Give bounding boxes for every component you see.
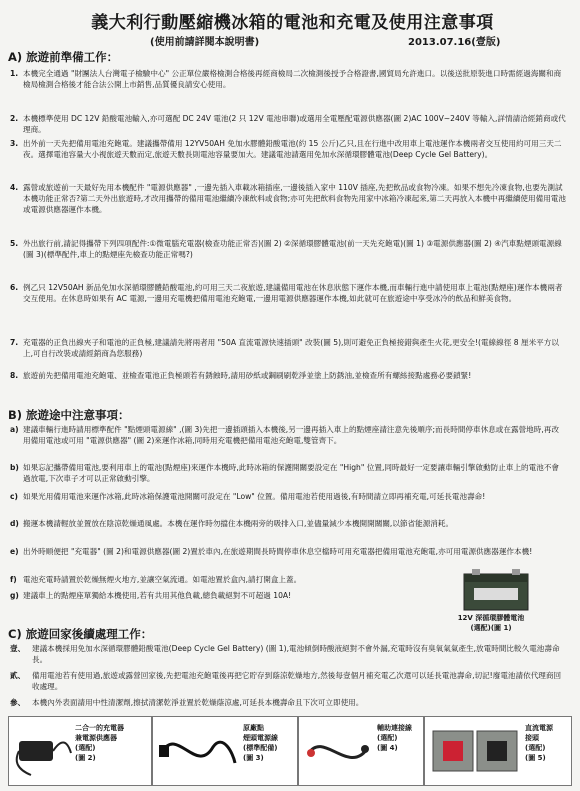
item-text: 如果光用備用電池來運作冰箱,此時冰箱保護電池開關可設定在 "Low" 位置。備用電池若使用過後,有時間請立即再補充電,可延長電池壽命!	[23, 492, 486, 501]
item-number: a)	[10, 425, 19, 434]
list-item	[10, 697, 566, 708]
item-number: c)	[10, 492, 18, 501]
item-text: 外出旅行前,請記得攜帶下列四項配件:①微電腦充電器(檢查功能正常否)(圖 2) ②深循環膠體電池(前一天先充飽電)(圖 1) ③電源供應器(圖 2) ④汽車點煙頭電源線(圖 3)(標準配件,車上的點煙座先檢查功能正常嗎?)	[23, 239, 562, 260]
list-item	[10, 670, 566, 692]
item-number: 8.	[10, 371, 19, 380]
item-text: 出外前一天先把備用電池充飽電。建議攜帶備用 12YV50AH 免加水膠體鉛酸電池(約 15 公斤)乙只,且在行進中改用車上電池運作本機兩者交互使用約可用三天二夜。選擇電池容量大小視旅遊天數而定,旅遊天數長則電池容量要加大。建議電池請選用免加水深循環膠體電池(Deep Cycle Gel Battery)。	[23, 139, 562, 160]
list-item	[10, 238, 566, 260]
item-number: d)	[10, 519, 19, 528]
item-number: b)	[10, 463, 19, 472]
figure-1-caption: 12V 深循環膠體電池 (選配)(圖 1)	[457, 614, 525, 632]
item-text: 備用電池若有使用過,旅遊或露營回家後,先把電池充飽電後再把它貯存到蔭涼乾燥地方,然後每壹個月補充電乙次還可以延長電池壽命,切記!廢電池請依代理商回收處理。	[32, 671, 562, 692]
list-item	[10, 424, 566, 446]
cable-image	[157, 723, 239, 779]
list-item	[10, 574, 450, 585]
figure-4-panel	[298, 716, 424, 786]
item-text: 如果忘記攜帶備用電池,要利用車上的電池(點煙座)來運作本機時,此時冰箱的保護開關要設定在 "High" 位置,同時最好一定要讓車輛引擎啟動防止車上的電池不會過放電,下次車子才可以正常啟動引擎。	[23, 463, 560, 484]
item-number: 2.	[10, 114, 19, 123]
item-text: 建議車上的點煙座單獨給本機使用,若有共用其他負載,總負載絕對不可超過 10A!	[23, 591, 292, 600]
item-text: 建議本機採用免加水深循環膠體鉛酸電池(Deep Cycle Gel Battery) (圖 1),電池傾倒時酸液絕對不會外漏,充電時沒有臭氧氣氣產生,放電時間比較久電池壽命長。	[32, 644, 560, 665]
item-text: 旅遊前先把備用電池充飽電、並檢查電池正負極頭若有銹蝕時,請用砂紙或鋼刷刷乾淨並塗上防銹油,並檢查所有螺絲接點處務必要鎖緊!	[23, 371, 472, 380]
figure-4-caption: 輔助連接線 (選配) (圖 4)	[377, 724, 412, 752]
page-title: 義大利行動壓縮機冰箱的電池和充電及使用注意事項	[91, 13, 494, 33]
section-b-heading: B) 旅遊途中注意事項：	[8, 408, 130, 422]
item-number: 6.	[10, 283, 19, 292]
item-number: 5.	[10, 239, 19, 248]
item-text: 露營或旅遊前一天最好先用本機配件 "電源供應器" ,一邊先插入車載冰箱插座,一邊後插入家中 110V 插座,先把飲品或食物冷凍。如果不想先冷凍食物,也要先測試本機功能正常否?第二天外出旅遊時,才改用攜帶的備用電池繼續冷凍飲料或食物;亦可先把飲料食物先用家中冰箱冷凍起來,第二天再放入本機中再繼續使用備用電池或電源供應器運作本機。	[23, 183, 566, 215]
item-number: 參、	[10, 698, 26, 707]
item-number: 4.	[10, 183, 19, 192]
list-item	[10, 68, 566, 90]
item-number: 貳、	[10, 671, 26, 680]
item-number: f)	[10, 575, 17, 584]
list-item	[10, 590, 450, 601]
item-number: 3.	[10, 139, 19, 148]
section-c-heading: C) 旅遊回家後續處理工作：	[8, 627, 153, 641]
item-number: 1.	[10, 69, 19, 78]
item-text: 本機完全通過 "財團法人台灣電子檢驗中心" 公正單位嚴格檢測合格後再經商檢局二次檢測後授予合格證書,國貿局允許進口。以後送批原裝進口時需經過海關和商檢局檢測合格後才能合法公開上市銷售,品質優良請安心使用。	[23, 69, 562, 90]
figure-3-caption: 原廠點 煙頭電源線 (標準配備) (圖 3)	[243, 724, 278, 762]
list-item	[10, 370, 566, 381]
figure-3-panel	[152, 716, 298, 786]
list-item	[10, 518, 566, 529]
dc-connector-image	[429, 723, 521, 779]
item-text: 本機內外表面請用中性清潔劑,擦拭清潔乾淨並置於乾燥蔭涼處,可延長本機壽命且下次可立即使用。	[32, 698, 364, 707]
item-text: 本機標準使用 DC 12V 鉛酸電池輸入,亦可選配 DC 24V 電池(2 只 12V 電池串聯)或選用全電壓配電源供應器(圖 2)AC 100V~240V 等輸入,詳情請洽經銷商或代理商。	[23, 114, 566, 135]
list-item	[10, 337, 566, 359]
version-date: 2013.07.16(壹版)	[408, 37, 501, 48]
charger-image	[13, 723, 73, 779]
item-text: 電池充電時請置於乾燥無煙火地方,並讓空氣流通。如電池置於盒內,請打開盒上蓋。	[23, 575, 302, 584]
battery-image	[462, 566, 532, 612]
item-number: e)	[10, 547, 19, 556]
item-text: 例乙只 12V50AH 新品免加水深循環膠體鉛酸電池,約可用三天二夜旅遊,建議備用電池在休息狀態下運作本機,而車輛行進中請使用車上電池(點煙座)運作本機兩者交互使用。在休息時如果有 AC 電源,一邊用充電機把備用電池充飽電,一邊用電源供應器運作本機,如此就可在旅遊途中享受冰冷的飲品和鮮美食物。	[23, 283, 563, 304]
list-item	[10, 138, 566, 160]
figure-2-caption: 二合一的充電器 兼電源供應器 (選配) (圖 2)	[75, 724, 124, 762]
list-item	[10, 462, 566, 484]
item-text: 出外時順便把 "充電器" (圖 2)和電源供應器(圖 2)置於車內,在旅遊期間長時間停車休息空檔時可用充電器把備用電池充飽電,亦可用電源供應器運作本機!	[23, 547, 533, 556]
figure-5-caption: 直流電源 接頭 (選配) (圖 5)	[525, 724, 553, 762]
list-item	[10, 113, 566, 135]
item-number: 壹、	[10, 644, 26, 653]
section-a-heading: A) 旅遊前準備工作：	[8, 50, 119, 64]
item-number: g)	[10, 591, 19, 600]
item-text: 搬運本機請輕放並置放在陰涼乾燥通風處。本機在運作時勿擋住本機兩旁的吸排入口,並儘量減少本機開開關關,以節省能源消耗。	[23, 519, 454, 528]
item-number: 7.	[10, 338, 19, 347]
aux-cable-image	[303, 723, 373, 779]
list-item	[10, 282, 566, 304]
item-text: 充電器的正負出線夾子和電池的正負極,建議請先將兩者用 "50A 直流電源快速插頭" 改裝(圖 5),則可避免正負極接錯與產生火花,更安全!(電線線徑 8 厘米平方以上,可自行改裝或請經銷商為您服務)	[23, 338, 559, 359]
list-item	[10, 546, 566, 557]
list-item	[10, 491, 566, 502]
figure-5-panel	[424, 716, 572, 786]
page-subtitle: (使用前請詳閱本說明書)	[150, 37, 260, 48]
figure-2-panel	[8, 716, 152, 786]
item-text: 建議車輛行進時請用標準配件 "點煙頭電源線" ,(圖 3)先把一邊插頭插入本機後,另一邊再插入車上的點煙座請注意先後順序;而長時間停車休息或在露營地時,再改用備用電池或可用 "電源供應器" (圖 2)來運作冰箱,同時用充電機把備用電池充飽電,雙管齊下。	[23, 425, 559, 446]
list-item	[10, 643, 566, 665]
list-item	[10, 182, 566, 216]
